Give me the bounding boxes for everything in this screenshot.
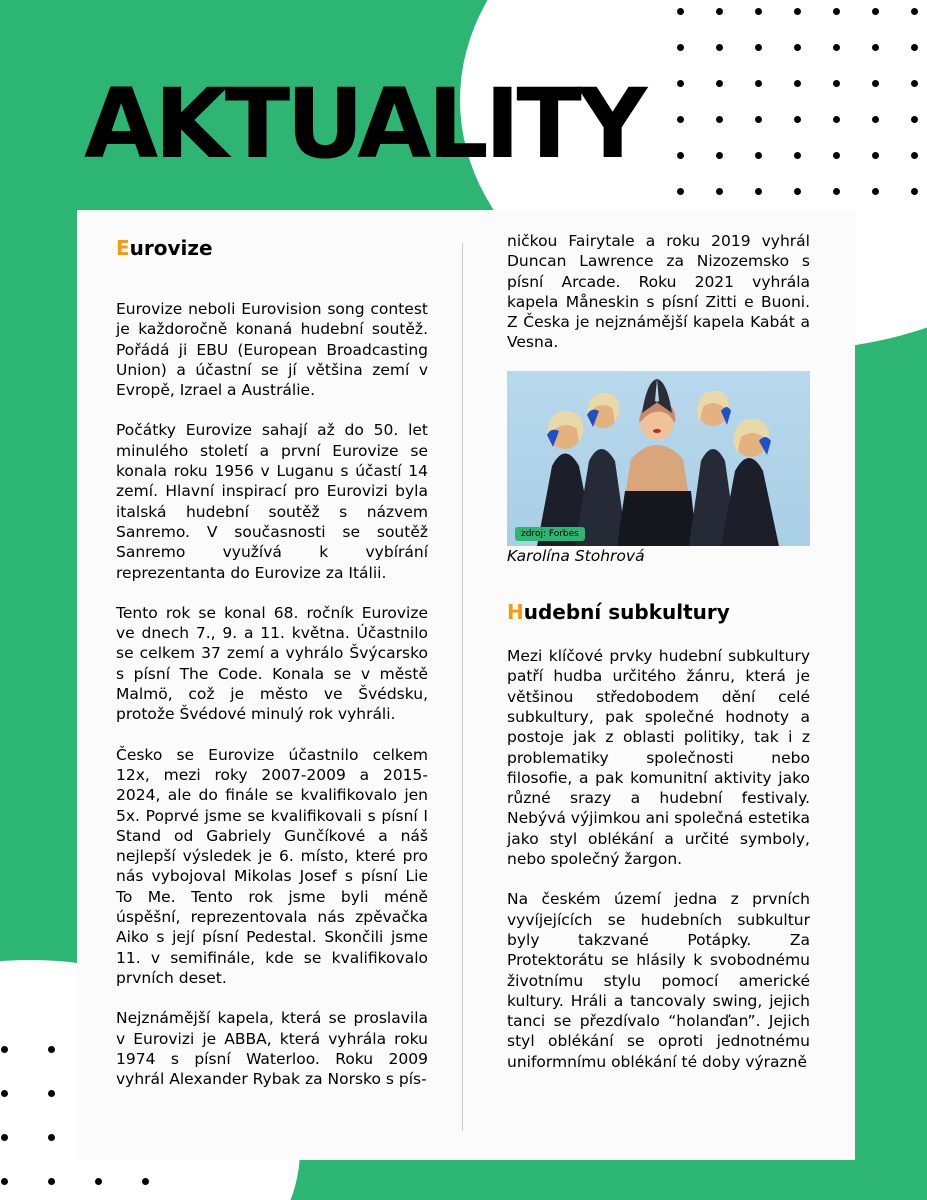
- column-divider: [462, 243, 463, 1131]
- eurovision-photo: [507, 371, 810, 546]
- page-title: AKTUALITY: [84, 68, 644, 180]
- performers-illustration: [507, 371, 810, 546]
- decorative-dot-grid-top: [677, 8, 918, 195]
- subkultury-heading-rest: udební subkultury: [523, 600, 730, 625]
- eurovize-paragraph-1: Eurovize neboli Eurovision song contest je každoročně konaná hudební soutěž. Pořádá ji EBU (European Broadcasting Union) a účastní se jí většina zemí v Evropě, Izrael a Austrálie.: [116, 300, 428, 400]
- eurovize-heading: [116, 237, 428, 259]
- eurovize-heading-rest: urovize: [129, 236, 213, 260]
- eurovize-paragraph-5: Nejznámější kapela, která se proslavila v Eurovizi je ABBA, která vyhrála roku 1974 s písní Waterloo. Roku 2009 vyhrál Alexander Rybak za Norsko s pís-: [116, 1009, 428, 1089]
- eurovize-paragraph-4: Česko se Eurovize účastnilo celkem 12x, mezi roky 2007-2009 a 2015-2024, ale do finále se kvalifikovalo jen 5x. Poprvé jsme se kvalifikovali s písní I Stand od Gabriely Gunčíkové a náš nejlepší výsledek je 6. místo, které pro nás vybojoval Mikolas Josef s písní Lie To Me. Tento rok jsme byli méně úspěšní, reprezentovala nás zpěvačka Aiko s její písní Pedestal. Skončili jsme 11. v semifinále, kde se kvalifikovalo prvních deset.: [116, 745, 428, 987]
- image-source-badge: zdroj: Forbes: [515, 527, 585, 541]
- eurovize-paragraph-3: Tento rok se konal 68. ročník Eurovize ve dnech 7., 9. a 11. května. Účastnilo se celkem 37 zemí a vyhrálo Švýcarsko s písní The Code. Konala se v městě Malmö, což je město ve Švédsku, protože Švédové minulý rok vyhráli.: [116, 603, 428, 724]
- left-column: [116, 237, 428, 1089]
- author-name: Karolína Stohrová: [507, 546, 645, 565]
- eurovize-continuation: ničkou Fairytale a roku 2019 vyhrál Duncan Lawrence za Nizozemsko s písní Arcade. Roku 2021 vyhrála kapela Måneskin s písní Zitti e Buoni. Z Česka je nejznámější kapela Kabát a Vesna.: [507, 232, 810, 352]
- eurovize-heading-initial: E: [116, 236, 130, 260]
- performer-left-2: [575, 393, 627, 546]
- subkultury-paragraph-2: Na českém území jedna z prvních vyvíjejících se hudebních subkultur byly takzvané Potápky. Za Protektorátu se hlásily k svobodnému životnímu stylu pomocí americké kultury. Hráli a tancovaly swing, jejich tanci se přezdívalo “holanďan”. Jejich styl oblékání se oproti jednotnému uniformnímu oblékání té doby výrazně: [507, 890, 810, 1071]
- eurovize-paragraph-2: Počátky Eurovize sahají až do 50. let minulého století a první Eurovize se konala roku 1956 v Luganu s účastí 14 zemí. Hlavní inspirací pro Eurovizi byla italská hudební soutěž s názvem Sanremo. V současnosti se soutěž Sanremo využívá k vybírání reprezentanta do Eurovize za Itálii.: [116, 421, 428, 582]
- subkultury-heading-initial: H: [507, 600, 524, 625]
- performer-right: [721, 419, 779, 546]
- subkultury-paragraph-1: Mezi klíčové prvky hudební subkultury patří hudba určitého žánru, která je většinou středobodem dění celé subkultury, pak společné hodnoty a postoje jak z oblasti politiky, tak i z problematiky společnosti nebo filosofie, a pak komunitní aktivity jako různé srazy a hudební festivaly. Nebývá výjimkou ani společná estetika jako styl oblékání a určité symboly, nebo společný žargon.: [507, 647, 810, 869]
- subkultury-heading: [507, 601, 810, 623]
- right-column: [507, 231, 810, 1072]
- performer-center: [617, 379, 697, 546]
